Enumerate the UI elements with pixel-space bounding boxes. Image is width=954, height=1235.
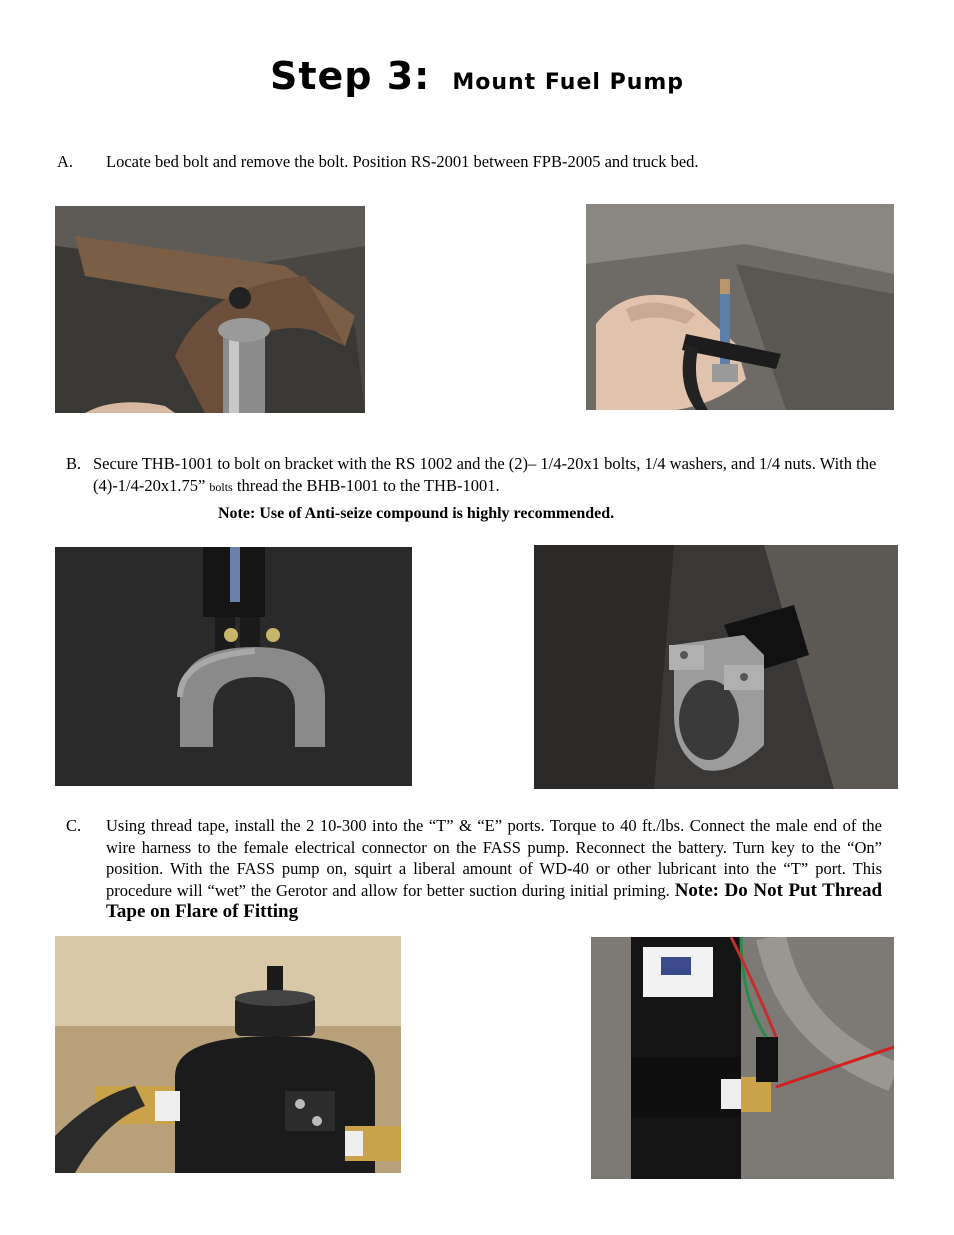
- step-a: [57, 151, 887, 173]
- step-b-text-small: bolts: [209, 479, 233, 494]
- step-c-label: C.: [66, 816, 82, 835]
- step-c: [66, 815, 882, 923]
- step-c-note: Note: Do Not Put Thread Tape on Flare of Fitting: [106, 879, 883, 922]
- photo-pump-bracket-installed: [534, 545, 898, 789]
- step-b-text-part1: Secure THB-1001 to bolt on bracket with the RS 1002 and the (2)– 1/4-20x1 bolts, 1/4 washers, and 1/4 nuts. With the (4)-1/4-20x1.75”: [93, 454, 877, 495]
- step-heading: Step 3:: [269, 54, 431, 98]
- step-subtitle: Mount Fuel Pump: [452, 70, 685, 95]
- step-b-label: B.: [66, 454, 82, 473]
- photo-spacer-bracket: [586, 204, 894, 410]
- step-b-note: Note: Use of Anti-seize compound is highly recommended.: [218, 505, 615, 522]
- step-c-text: [106, 815, 882, 923]
- step-c-text-body: Using thread tape, install the 2 10-300 into the “T” & “E” ports. Torque to 40 ft./lbs. Connect the male end of the wire harness to the female electrical connector on the FASS pump. Reconnect the battery. Turn key to the “On” position. With the FASS pump on, squirt a liberal amount of WD-40 or other lubricant into the “T” port. This procedure will “wet” the Gerotor and allow for better suction during initial priming.: [106, 816, 882, 900]
- photo-bed-bolt-removal: [55, 206, 365, 413]
- page-title: [0, 54, 954, 98]
- photo-bracket-assembly: [55, 547, 412, 786]
- step-b-text-part2: thread the BHB-1001 to the THB-1001.: [236, 475, 500, 495]
- step-a-text: Locate bed bolt and remove the bolt. Position RS-2001 between FPB-2005 and truck bed.: [106, 152, 699, 171]
- photo-pump-fittings: [55, 936, 401, 1173]
- step-b-text: [93, 453, 882, 498]
- photo-wire-harness: [591, 937, 894, 1179]
- step-a-label: A.: [57, 152, 74, 171]
- step-b: [66, 453, 882, 498]
